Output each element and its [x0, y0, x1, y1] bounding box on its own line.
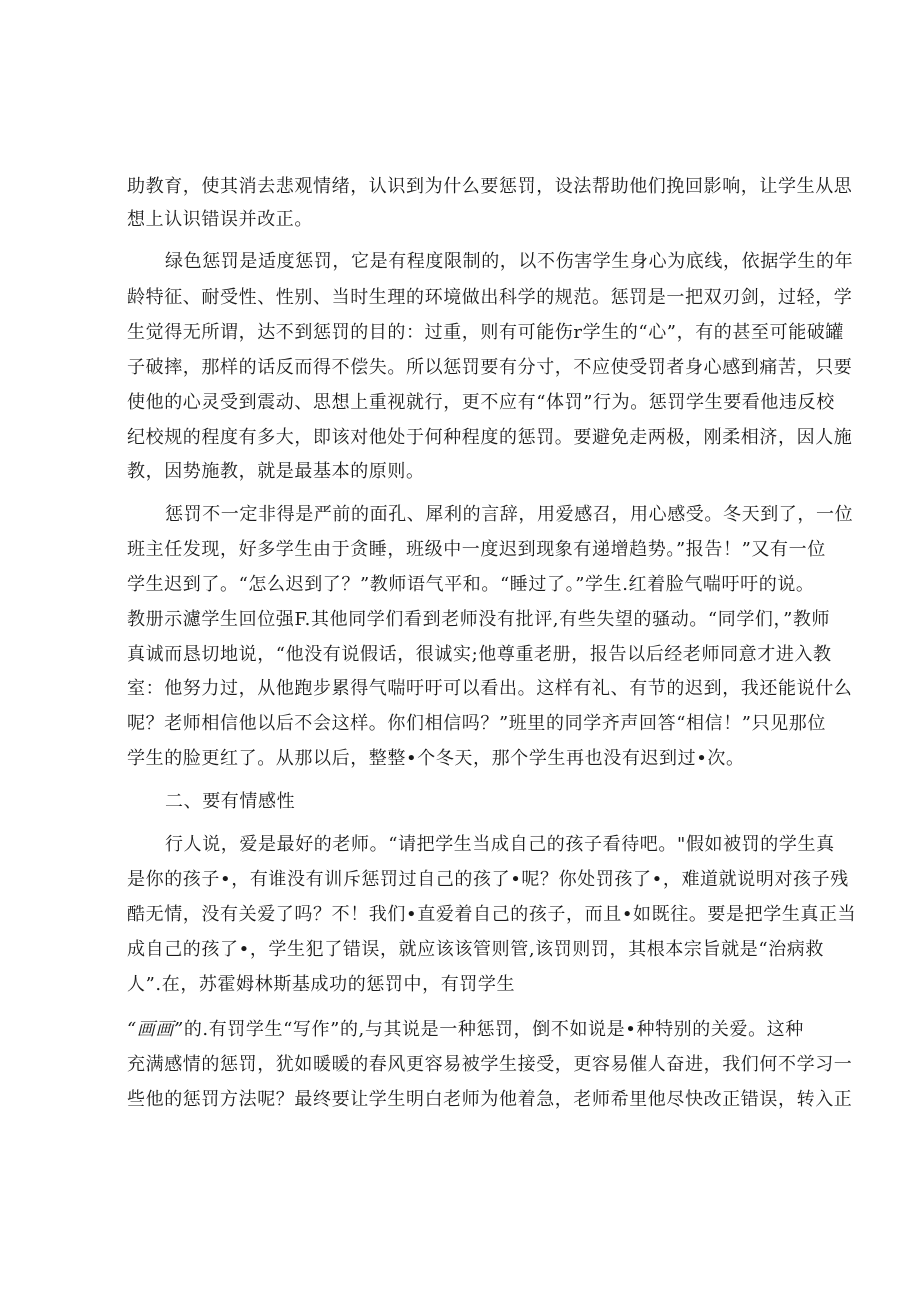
text-line: 子破摔，那样的话反而得不偿失。所以惩罚要有分寸，不应使受罚者身心感到痛苦，只要 [127, 357, 853, 378]
text-line: 绿色惩罚是适度惩罚，它是有程度限制的，以不伤害学生身心为底线，依据学生的年 [165, 251, 854, 272]
text-line: 成自己的孩了•，学生犯了错误，就应该该管则管,该罚则罚，其根本宗旨就是“治病救 [127, 939, 824, 960]
text-line: 学生迟到了。“怎么迟到了？”教师语气平和。“睡过了。”学生.红着脸气喘吁吁的说。 [127, 574, 815, 595]
text-line: 生觉得无所谓，达不到惩罚的目的：过重，则有可能伤r学生的“心”，有的甚至可能破罐 [127, 322, 845, 343]
text-line: 助教育，使其消去悲观情绪，认识到为什么要惩罚，设法帮助他们挽回影响，让学生从思 [127, 176, 853, 197]
text-line: 龄特征、耐受性、性别、当时生理的环境做出科学的规范。惩罚是一把双刃剑，过轻，学 [127, 287, 853, 308]
text-line: 充满感情的惩罚，犹如暖暖的春风更容易被学生接受，更容易催人奋进，我们何不学习一 [127, 1054, 853, 1075]
text-line: 使他的心灵受到震动、思想上重视就行，更不应有“体罚”行为。惩罚学生要看他违反校 [127, 392, 835, 413]
text-line: 纪校规的程度有多大，即该对他处于何种程度的惩罚。要避免走两极，刚柔相济，因人施 [127, 427, 853, 448]
text-line: 教，因势施教，就是最基本的原则。 [127, 461, 425, 482]
text-line: 些他的惩罚方法呢？最终要让学生明白老师为他着急，老师希里他尽快改正错误，转入正 [127, 1089, 853, 1110]
text-line: 真诚而恳切地说，“他没有说假话，很诚实;他尊重老册，报告以后经老师同意才进入教 [127, 644, 832, 665]
italic-phrase: “画画” [127, 1019, 184, 1040]
text-line: 呢？老师相信他以后不会这样。你们相信吗？”班里的同学齐声回答“相信！”只见那位 [127, 713, 827, 734]
text-line-rest: 的.有罚学生“写作”的,与其说是一种惩罚，倒不如说是•种特别的关爱。这种 [183, 1019, 804, 1040]
text-line: 学生的脸更红了。从那以后，整整•个冬天，那个学生再也没有迟到过•次。 [127, 748, 745, 769]
text-line: 行人说，爱是最好的老师。“请把学生当成自己的孩子看待吧。"假如被罚的学生真 [165, 834, 835, 855]
text-line: 酷无情，没有关爱了吗？不！我们•直爱着自己的孩子，而且•如既往。要是把学生真正当 [127, 904, 857, 925]
section-heading: 二、要有情感性 [165, 791, 296, 812]
text-line: 班主任发现，好多学生由于贪睡，班级中一度迟到现象有递增趋势。”报告！”又有一位 [127, 539, 826, 560]
text-line: 惩罚不一定非得是严前的面孔、犀利的言辞，用爱感召，用心感受。冬天到了，一位 [165, 504, 854, 525]
text-line: 是你的孩子•，有谁没有训斥惩罚过自己的孩了•呢？你处罚孩了•，难道就说明对孩子残 [127, 869, 849, 890]
text-line: 教册示濾学生回位强F.其他同学们看到老师没有批评,有些失望的骚动。“同学们，”教师 [127, 609, 831, 630]
text-line: 室：他努力过，从他跑步累得气喘吁吁可以看出。这样有礼、有节的迟到，我还能说什么 [127, 678, 853, 699]
text-line: 人”.在，苏霍姆林斯基成功的惩罚中，有罚学生 [127, 974, 516, 995]
text-line: 想上认识错误并改正。 [127, 209, 313, 230]
text-line [127, 1015, 920, 1045]
